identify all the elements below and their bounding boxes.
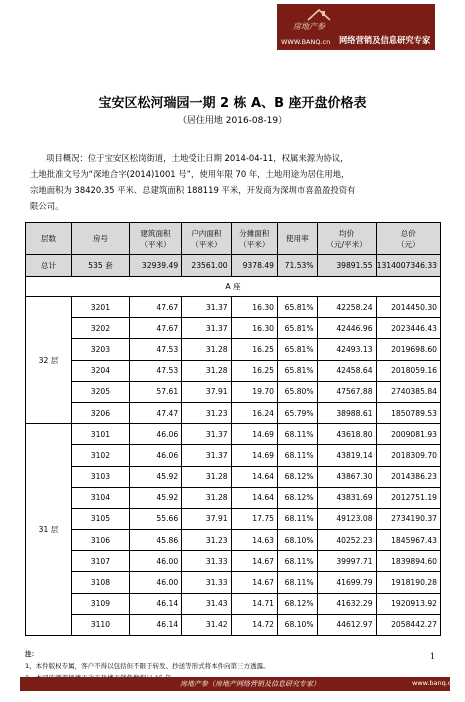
table-row bbox=[26, 360, 441, 381]
table-row bbox=[26, 424, 441, 445]
room-number: 3202 bbox=[71, 318, 129, 339]
usage-rate: 68.11% bbox=[278, 424, 318, 445]
page-subtitle: （居住用地 2016-08-19） bbox=[177, 116, 288, 126]
room-number: 3107 bbox=[71, 551, 129, 572]
inner-area: 31.37 bbox=[182, 297, 231, 318]
overview-line: 宗地面积为 38420.35 平米、总建筑面积 188119 平米，开发商为深圳市喜盈盈投资有 bbox=[30, 185, 356, 195]
usage-rate: 65.79% bbox=[278, 402, 318, 423]
build-area: 55.66 bbox=[129, 508, 181, 529]
unit-price: 43831.69 bbox=[317, 487, 376, 508]
unit-price: 40252.23 bbox=[317, 530, 376, 551]
inner-area: 31.28 bbox=[182, 466, 231, 487]
shared-area: 14.69 bbox=[231, 445, 277, 466]
table-row bbox=[26, 445, 441, 466]
inner-area: 31.37 bbox=[182, 445, 231, 466]
inner-area: 31.23 bbox=[182, 402, 231, 423]
note-item: 1、本件版权专属，客户不得以包括但不限于转发、抄送等形式将本件向第三方透露。 bbox=[25, 662, 270, 670]
footer-bar bbox=[20, 677, 456, 691]
room-number: 3103 bbox=[71, 466, 129, 487]
floor-label: 32 层 bbox=[26, 297, 72, 424]
inner-area: 31.23 bbox=[182, 530, 231, 551]
unit-price: 43867.30 bbox=[317, 466, 376, 487]
shared-area: 14.67 bbox=[231, 551, 277, 572]
usage-rate: 68.11% bbox=[278, 508, 318, 529]
total-total-price: 1314007346.33 bbox=[376, 255, 440, 277]
total-price: 2014386.23 bbox=[376, 466, 440, 487]
unit-price: 39997.71 bbox=[317, 551, 376, 572]
header-inner-area: 户内面积 （平米） bbox=[182, 223, 231, 255]
header-total-price: 总价 （元） bbox=[376, 223, 440, 255]
room-number: 3106 bbox=[71, 530, 129, 551]
inner-area: 31.28 bbox=[182, 487, 231, 508]
total-price: 2014450.30 bbox=[376, 297, 440, 318]
total-price: 1845967.43 bbox=[376, 530, 440, 551]
total-price: 2023446.43 bbox=[376, 318, 440, 339]
room-number: 3104 bbox=[71, 487, 129, 508]
page-title: 宝安区松河瑞园一期 2 栋 A、B 座开盘价格表 bbox=[98, 96, 367, 111]
table-row bbox=[26, 318, 441, 339]
inner-area: 31.33 bbox=[182, 551, 231, 572]
total-unit-price: 39891.55 bbox=[317, 255, 376, 277]
table-row bbox=[26, 339, 441, 360]
room-number: 3105 bbox=[71, 508, 129, 529]
room-number: 3206 bbox=[71, 402, 129, 423]
block-label: A 座 bbox=[26, 277, 441, 297]
total-label: 总计 bbox=[26, 255, 72, 277]
brand-url: WWW.BANQ.cn bbox=[281, 38, 331, 46]
shared-area: 14.67 bbox=[231, 572, 277, 593]
table-row bbox=[26, 381, 441, 402]
total-inner-area: 23561.00 bbox=[182, 255, 231, 277]
shared-area: 16.25 bbox=[231, 339, 277, 360]
overview-line: 限公司。 bbox=[30, 201, 64, 211]
usage-rate: 65.81% bbox=[278, 297, 318, 318]
unit-price: 43819.14 bbox=[317, 445, 376, 466]
unit-price: 47567.88 bbox=[317, 381, 376, 402]
build-area: 46.00 bbox=[129, 572, 181, 593]
usage-rate: 65.80% bbox=[278, 381, 318, 402]
unit-price: 41632.29 bbox=[317, 593, 376, 614]
total-row bbox=[26, 255, 441, 277]
brand-title: 网络营销及信息研究专家 bbox=[339, 35, 431, 45]
total-price: 2018059.16 bbox=[376, 360, 440, 381]
inner-area: 31.28 bbox=[182, 360, 231, 381]
total-price: 2019698.60 bbox=[376, 339, 440, 360]
build-area: 46.06 bbox=[129, 424, 181, 445]
room-number: 3108 bbox=[71, 572, 129, 593]
overview-line: 项目概况：位于宝安区松岗街道，土地受让日期 2014-04-11，权属来源为协议， bbox=[46, 153, 349, 163]
inner-area: 31.43 bbox=[182, 593, 231, 614]
shared-area: 14.69 bbox=[231, 424, 277, 445]
table-header-row bbox=[26, 223, 441, 255]
inner-area: 31.28 bbox=[182, 339, 231, 360]
room-number: 3101 bbox=[71, 424, 129, 445]
usage-rate: 65.81% bbox=[278, 339, 318, 360]
inner-area: 31.37 bbox=[182, 318, 231, 339]
table-row bbox=[26, 551, 441, 572]
header-usage-rate: 使用率 bbox=[278, 223, 318, 255]
inner-area: 31.37 bbox=[182, 424, 231, 445]
header-room: 房号 bbox=[71, 223, 129, 255]
brand-banner bbox=[277, 4, 435, 50]
table-row bbox=[26, 572, 441, 593]
usage-rate: 65.81% bbox=[278, 318, 318, 339]
price-table bbox=[25, 222, 441, 636]
table-row bbox=[26, 530, 441, 551]
header-floor: 层数 bbox=[26, 223, 72, 255]
total-price: 1839894.60 bbox=[376, 551, 440, 572]
table-row bbox=[26, 466, 441, 487]
usage-rate: 68.10% bbox=[278, 614, 318, 635]
build-area: 47.53 bbox=[129, 339, 181, 360]
usage-rate: 65.81% bbox=[278, 360, 318, 381]
house-roof-icon bbox=[307, 8, 331, 22]
total-price: 2058442.27 bbox=[376, 614, 440, 635]
shared-area: 19.70 bbox=[231, 381, 277, 402]
inner-area: 37.91 bbox=[182, 381, 231, 402]
unit-price: 42493.13 bbox=[317, 339, 376, 360]
block-label-row bbox=[26, 277, 441, 297]
shared-area: 14.72 bbox=[231, 614, 277, 635]
unit-price: 41699.79 bbox=[317, 572, 376, 593]
shared-area: 14.71 bbox=[231, 593, 277, 614]
build-area: 47.53 bbox=[129, 360, 181, 381]
table-row bbox=[26, 487, 441, 508]
shared-area: 17.75 bbox=[231, 508, 277, 529]
usage-rate: 68.11% bbox=[278, 445, 318, 466]
build-area: 46.14 bbox=[129, 614, 181, 635]
total-usage-rate: 71.53% bbox=[278, 255, 318, 277]
header-unit-price: 均价 （元/平米） bbox=[317, 223, 376, 255]
room-number: 3205 bbox=[71, 381, 129, 402]
unit-price: 42258.24 bbox=[317, 297, 376, 318]
shared-area: 14.64 bbox=[231, 466, 277, 487]
build-area: 57.61 bbox=[129, 381, 181, 402]
build-area: 46.00 bbox=[129, 551, 181, 572]
inner-area: 31.42 bbox=[182, 614, 231, 635]
table-row bbox=[26, 614, 441, 635]
total-price: 2018309.70 bbox=[376, 445, 440, 466]
total-price: 1920913.92 bbox=[376, 593, 440, 614]
shared-area: 14.64 bbox=[231, 487, 277, 508]
room-number: 3203 bbox=[71, 339, 129, 360]
header-shared-area: 分摊面积 （平米） bbox=[231, 223, 277, 255]
room-number: 3201 bbox=[71, 297, 129, 318]
footer-url: www.banq.cn bbox=[412, 679, 456, 687]
usage-rate: 68.10% bbox=[278, 530, 318, 551]
build-area: 47.47 bbox=[129, 402, 181, 423]
inner-area: 31.33 bbox=[182, 572, 231, 593]
total-price: 2012751.19 bbox=[376, 487, 440, 508]
shared-area: 16.25 bbox=[231, 360, 277, 381]
unit-price: 42446.96 bbox=[317, 318, 376, 339]
unit-price: 43618.80 bbox=[317, 424, 376, 445]
unit-price: 38988.61 bbox=[317, 402, 376, 423]
build-area: 46.14 bbox=[129, 593, 181, 614]
unit-price: 42458.64 bbox=[317, 360, 376, 381]
build-area: 47.67 bbox=[129, 297, 181, 318]
usage-rate: 68.12% bbox=[278, 487, 318, 508]
build-area: 47.67 bbox=[129, 318, 181, 339]
usage-rate: 68.12% bbox=[278, 466, 318, 487]
total-room: 535 套 bbox=[71, 255, 129, 277]
usage-rate: 68.12% bbox=[278, 593, 318, 614]
shared-area: 14.63 bbox=[231, 530, 277, 551]
table-row bbox=[26, 593, 441, 614]
project-overview bbox=[30, 150, 442, 214]
page-number: 1 bbox=[430, 652, 436, 661]
total-price: 2734190.37 bbox=[376, 508, 440, 529]
total-price: 2009081.93 bbox=[376, 424, 440, 445]
total-price: 1918190.28 bbox=[376, 572, 440, 593]
shared-area: 16.30 bbox=[231, 297, 277, 318]
build-area: 45.92 bbox=[129, 466, 181, 487]
brand-logo-text: 房地产参 bbox=[293, 22, 325, 31]
shared-area: 16.24 bbox=[231, 402, 277, 423]
room-number: 3102 bbox=[71, 445, 129, 466]
usage-rate: 68.11% bbox=[278, 572, 318, 593]
unit-price: 49123.08 bbox=[317, 508, 376, 529]
build-area: 45.86 bbox=[129, 530, 181, 551]
header-build-area: 建筑面积 （平米） bbox=[129, 223, 181, 255]
floor-label: 31 层 bbox=[26, 424, 72, 636]
shared-area: 16.30 bbox=[231, 318, 277, 339]
table-row bbox=[26, 508, 441, 529]
table-row bbox=[26, 297, 441, 318]
footer-text: 房地产参（房地产网络营销及信息研究专家） bbox=[180, 680, 320, 688]
build-area: 45.92 bbox=[129, 487, 181, 508]
room-number: 3204 bbox=[71, 360, 129, 381]
notes-title: 注： bbox=[25, 650, 38, 658]
total-shared-area: 9378.49 bbox=[231, 255, 277, 277]
inner-area: 37.91 bbox=[182, 508, 231, 529]
room-number: 3110 bbox=[71, 614, 129, 635]
unit-price: 44612.97 bbox=[317, 614, 376, 635]
table-row bbox=[26, 402, 441, 423]
overview-line: 土地批准文号为“深地合字(2014)1001 号”，使用年限 70 年，土地用途为居住用地， bbox=[30, 169, 350, 179]
total-price: 1850789.53 bbox=[376, 402, 440, 423]
usage-rate: 68.11% bbox=[278, 551, 318, 572]
total-build-area: 32939.49 bbox=[129, 255, 181, 277]
total-price: 2740385.84 bbox=[376, 381, 440, 402]
build-area: 46.06 bbox=[129, 445, 181, 466]
room-number: 3109 bbox=[71, 593, 129, 614]
